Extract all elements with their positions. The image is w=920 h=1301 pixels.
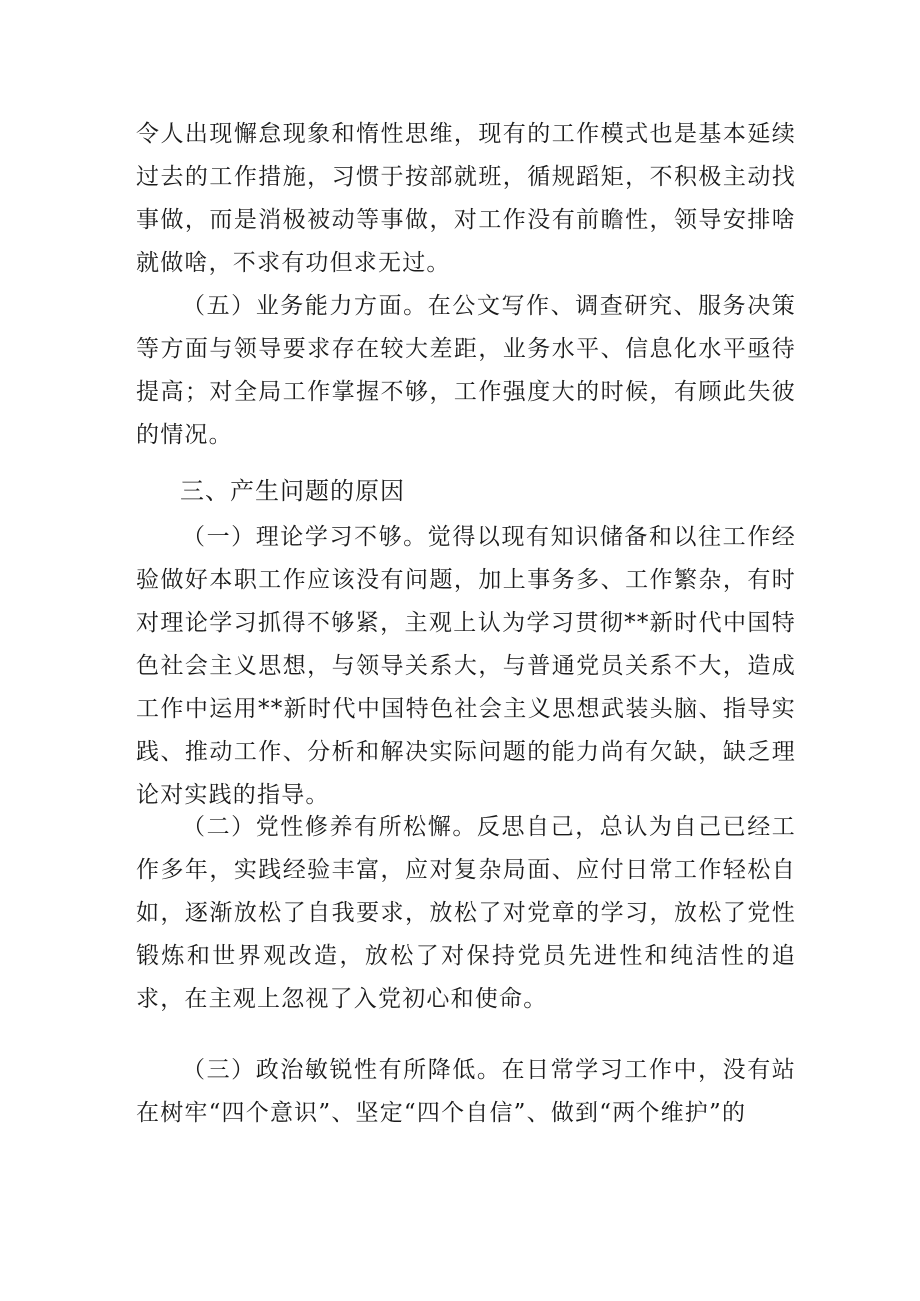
paragraph-continuation: 令人出现懈怠现象和惰性思维，现有的工作模式也是基本延续过去的工作措施，习惯于按部就班，循规蹈矩，不积极主动找事做，而是消极被动等事做，对工作没有前瞻性，领导安排啥就做啥，不求有功但求无过。 xyxy=(136,121,796,276)
paragraph-political-sensitivity: （三）政治敏锐性有所降低。在日常学习工作中，没有站在树牢“四个意识”、坚定“四个自信”、做到“两个维护”的 xyxy=(136,1057,796,1126)
paragraph-party-spirit: （二）党性修养有所松懈。反思自己，总认为自己已经工作多年，实践经验丰富，应对复杂局面、应付日常工作轻松自如，逐渐放松了自我要求，放松了对党章的学习，放松了党性锻炼和世界观改造，放松了对保持党员先进性和纯洁性的追求，在主观上忽视了入党初心和使命。 xyxy=(136,814,796,1012)
section-heading: 三、产生问题的原因 xyxy=(180,477,405,505)
paragraph-theory-study: （一）理论学习不够。觉得以现有知识储备和以往工作经验做好本职工作应该没有问题，加上事务多、工作繁杂，有时对理论学习抓得不够紧，主观上认为学习贯彻**新时代中国特色社会主义思想，与领导关系大，与普通党员关系不大，造成工作中运用**新时代中国特色社会主义思想武装头脑、指导实践、推动工作、分析和解决实际问题的能力尚有欠缺，缺乏理论对实践的指导。 xyxy=(136,524,796,808)
paragraph-business-ability: （五）业务能力方面。在公文写作、调查研究、服务决策等方面与领导要求存在较大差距，业务水平、信息化水平亟待提高；对全局工作掌握不够，工作强度大的时候，有顾此失彼的情况。 xyxy=(136,293,796,448)
